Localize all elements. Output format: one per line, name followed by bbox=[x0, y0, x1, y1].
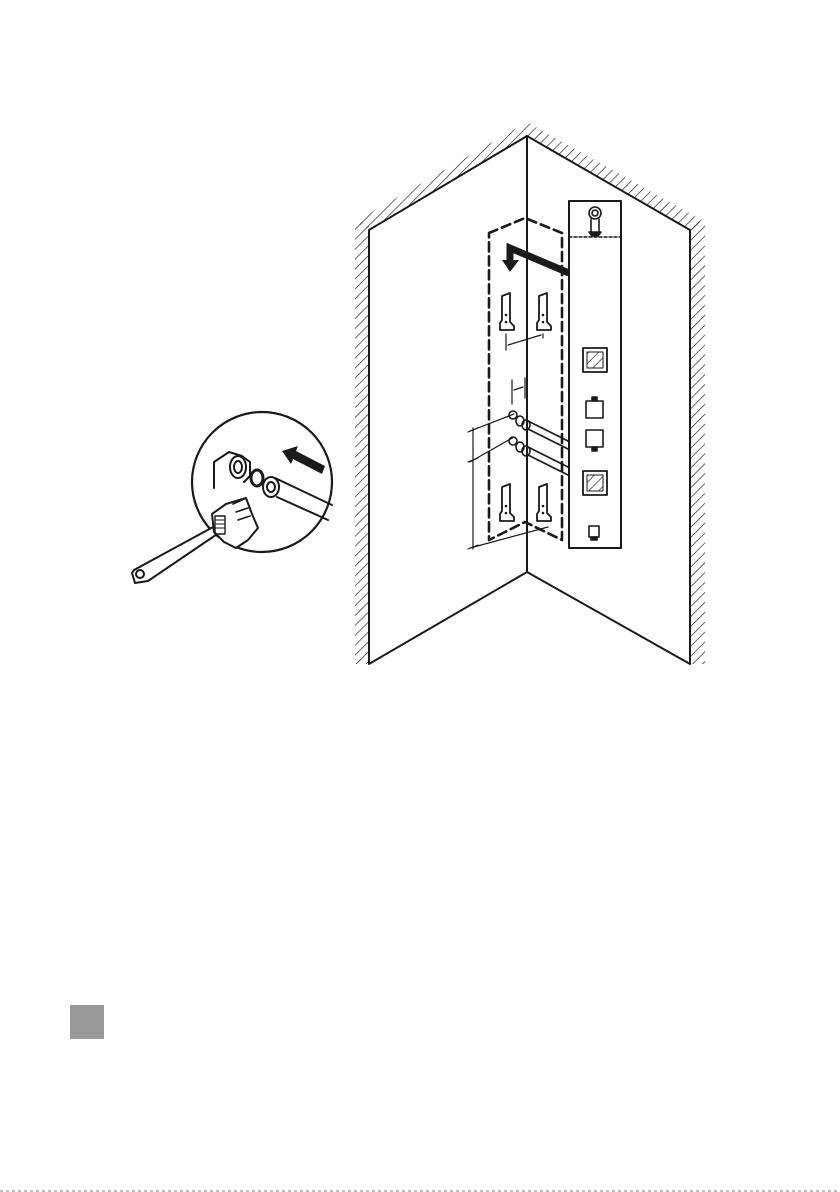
bracket-top-right bbox=[537, 293, 551, 330]
wall-hatch-left bbox=[355, 222, 369, 664]
shower-panel bbox=[569, 201, 621, 548]
install-direction-arrow-icon bbox=[502, 248, 569, 273]
detail-callout bbox=[132, 412, 332, 583]
page-marker-square bbox=[70, 1005, 104, 1039]
bracket-top-left bbox=[500, 293, 514, 330]
bracket-bottom-right bbox=[537, 484, 551, 521]
water-connection-lower bbox=[509, 437, 568, 475]
left-wall-outline bbox=[369, 136, 527, 664]
panel-body bbox=[569, 201, 621, 548]
wall-corner bbox=[355, 122, 705, 664]
bracket-bottom-left bbox=[500, 484, 514, 521]
wall-hatch-right bbox=[690, 222, 705, 664]
wrench-icon bbox=[132, 498, 258, 583]
